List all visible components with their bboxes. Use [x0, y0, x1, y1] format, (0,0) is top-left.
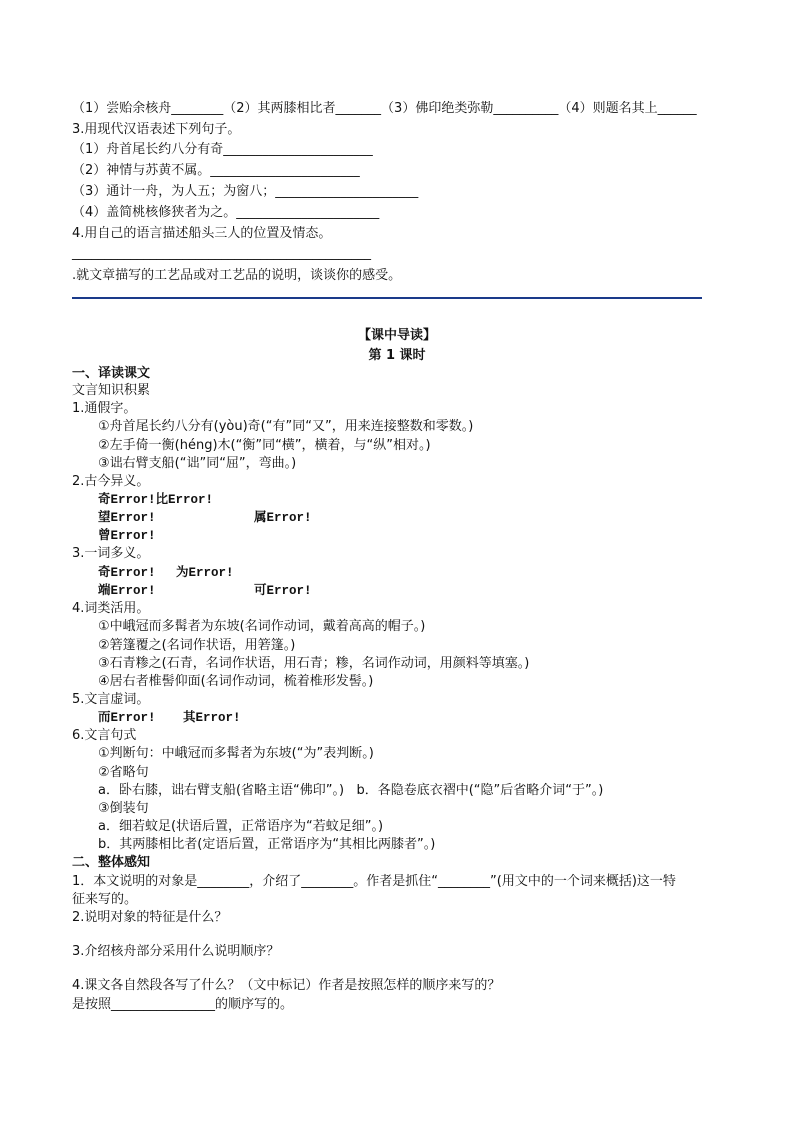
tongjia-item-1: ①舟首尾长约八分有(yòu)奇(“有”同“又”，用来连接整数和零数。) — [98, 419, 474, 434]
xuci-item-a: 而Error! — [98, 711, 156, 725]
q5-title: .就文章描写的工艺品或对工艺品的说明，谈谈你的感受。 — [72, 268, 402, 283]
q3-item-1: （1）舟首尾长约八分有奇_______________________ — [72, 142, 373, 157]
duoyi-item-1b: 为Error! — [176, 566, 234, 580]
jushi-item-3a: a．细若蚊足(状语后置，正常语序为“若蚊足细”。) — [98, 819, 384, 834]
q4-blank: ______________________________________________ — [72, 246, 371, 261]
jushi-item-1: ①判断句：中峨冠而多髯者为东坡(“为”表判断。) — [98, 746, 374, 761]
jushi-item-2: ②省略句 — [98, 765, 149, 780]
gujin-item-2b: 属Error! — [254, 511, 312, 525]
huoyong-item-1: ①中峨冠而多髯者为东坡(名词作动词，戴着高高的帽子。) — [98, 619, 426, 634]
huoyong-item-4: ④居右者椎髻仰面(名词作动词，梳着椎形发髻。) — [98, 674, 374, 689]
jushi-title: 6.文言句式 — [72, 728, 137, 743]
q2-line: （1）尝贻余核舟________（2）其两膝相比者_______（3）佛印绝类弥勒__________（4）则题名其上______ — [72, 101, 697, 116]
gujin-item-2a: 望Error! — [98, 511, 156, 525]
s2-q4-answer: 是按照________________的顺序写的。 — [72, 997, 294, 1012]
huoyong-item-3: ③石青糁之(石青，名词作状语，用石青；糁，名词作动词，用颜料等填塞。) — [98, 656, 530, 671]
jushi-item-3: ③倒装句 — [98, 801, 149, 816]
tongjia-item-3: ③诎右臂支船(“诎”同“屈”，弯曲。) — [98, 456, 297, 471]
section-heading: 【课中导读】 — [357, 328, 436, 343]
duoyi-item-1a: 奇Error! — [98, 566, 156, 580]
q3-item-4: （4）盖简桃核修狭者为之。______________________ — [72, 205, 380, 220]
duoyi-item-2b: 可Error! — [254, 584, 312, 598]
xuci-title: 5.文言虚词。 — [72, 692, 150, 707]
jushi-item-3b: b．其两膝相比者(定语后置，正常语序为“其相比两膝者”。) — [98, 837, 436, 852]
gujin-item-1: 奇Error!比Error! — [98, 493, 214, 507]
section-2-title: 二、整体感知 — [72, 855, 151, 870]
section-1-title: 一、译读课文 — [72, 366, 151, 381]
huoyong-item-2: ②箬篷覆之(名词作状语，用箬篷。) — [98, 638, 296, 653]
tongjia-item-2: ②左手倚一衡(héng)木(“衡”同“横”，横着，与“纵”相对。) — [98, 438, 431, 453]
s2-q4: 4.课文各自然段各写了什么？（文中标记）作者是按照怎样的顺序来写的？ — [72, 978, 501, 993]
gujin-title: 2.古今异义。 — [72, 474, 150, 489]
section-1-sub: 文言知识积累 — [72, 383, 151, 398]
gujin-item-3: 曾Error! — [98, 529, 156, 543]
xuci-item-b: 其Error! — [183, 711, 241, 725]
q3-title: 3.用现代汉语表述下列句子。 — [72, 122, 241, 137]
s2-q1-line2: 征来写的。 — [72, 892, 138, 907]
s2-q1-line1: 1．本文说明的对象是________，介绍了________。作者是抓住“________”(用文中的一个词来概括)这一特 — [72, 874, 676, 889]
tongjia-title: 1.通假字。 — [72, 401, 137, 416]
lesson-subtitle: 第 1 课时 — [368, 348, 426, 363]
divider-rule — [72, 297, 702, 299]
huoyong-title: 4.词类活用。 — [72, 601, 150, 616]
s2-q3: 3.介绍核舟部分采用什么说明顺序？ — [72, 944, 280, 959]
s2-q2: 2.说明对象的特征是什么？ — [72, 910, 228, 925]
duoyi-item-2a: 端Error! — [98, 584, 156, 598]
q3-item-3: （3）通计一舟，为人五；为窗八；______________________ — [72, 184, 419, 199]
duoyi-title: 3.一词多义。 — [72, 546, 150, 561]
jushi-item-2-line: a．卧右膝，诎右臂支船(省略主语“佛印”。) b．各隐卷底衣褶中(“隐”后省略介词“于”。) — [98, 783, 604, 798]
q4-title: 4.用自己的语言描述船头三人的位置及情态。 — [72, 226, 332, 241]
q3-item-2: （2）神情与苏黄不属。_______________________ — [72, 163, 360, 178]
